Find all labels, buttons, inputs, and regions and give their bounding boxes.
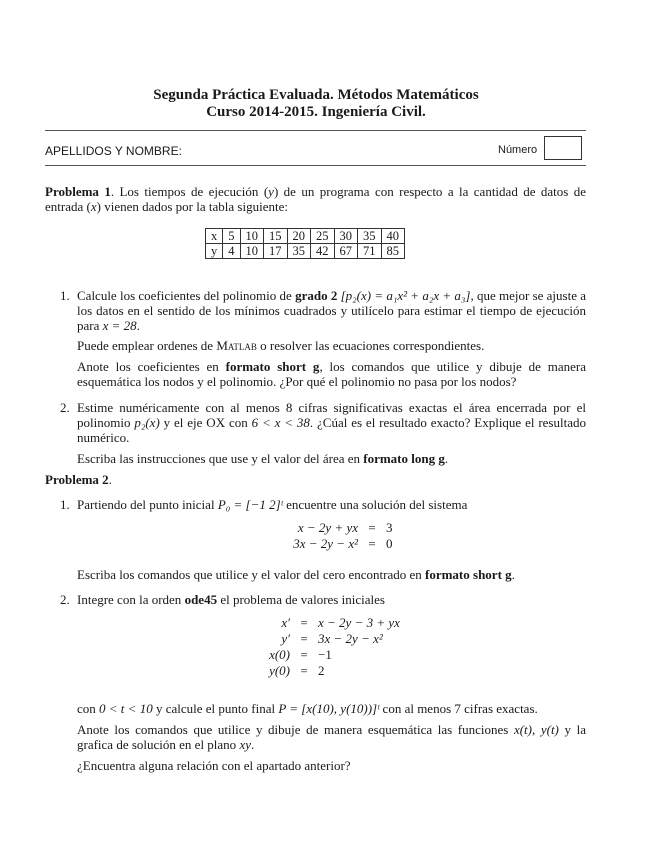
item-number: 1. [60,497,70,512]
table-row-y [206,244,405,259]
table-cell: 35 [358,229,382,244]
item-number: 2. [60,400,70,415]
table-cell: 85 [381,244,405,259]
bottom-divider [45,165,586,166]
problem1-heading: Problema 1 [45,184,111,199]
equation-row: y′ = 3x − 2y − x² [281,631,383,646]
table-cell: 5 [223,229,240,244]
equation-system-1 [268,520,393,552]
problem1-item1-para3: Anote los coeficientes en formato short g, los comandos que utilice y dibuje de manera esquemática los nodos y el polinomio. ¿Por qué el polinomio no pasa por los nodos? [77,359,586,389]
problem1-item1-para2: Puede emplear ordenes de Matlab o resolver las ecuaciones correspondientes. [77,338,485,353]
problem2-heading: Problema 2 [45,472,109,487]
problem1-intro: Problema 1. Los tiempos de ejecución (y) de un programa con respecto a la cantidad de datos de entrada (x) vienen dados por la tabla siguiente: [45,184,587,214]
top-divider [45,130,586,131]
equation-row: x′ = x − 2y − 3 + yx [281,615,400,630]
problem2-item2-para4: ¿Encuentra alguna relación con el apartado anterior? [77,758,351,773]
number-field-label: Número [498,144,538,156]
table-cell: 4 [223,244,240,259]
problem2-item2-text: Integre con la orden ode45 el problema de valores iniciales [77,592,385,607]
name-field-label: APELLIDOS Y NOMBRE: [45,144,182,158]
equation-row: 3x − 2y − x² = 0 [293,536,393,551]
equation-system-2 [250,615,400,679]
document-title-line2: Curso 2014-2015. Ingeniería Civil. [206,104,426,120]
table-cell: 71 [358,244,382,259]
row-label: y [206,244,223,259]
problem1-item1-text: Calcule los coeficientes del polinomio de grado 2 [p₂(x) = a₁x² + a₂x + a₃], que mejor se ajuste a los datos en el sentido de los mínimos cuadrados y utilícelo para estimar el tiempo de ejecución para x = 28. [77,288,587,333]
table-cell: 10 [240,244,264,259]
data-table [205,228,405,259]
table-cell: 35 [287,244,311,259]
item-number: 2. [60,592,70,607]
row-label: x [206,229,223,244]
problem2-heading-line: Problema 2. [45,472,112,487]
problem2-item1-text: Partiendo del punto inicial P₀ = [−1 2]ᵗ encuentre una solución del sistema [77,497,468,512]
table-cell: 30 [334,229,358,244]
equation-row: x(0) = −1 [269,647,332,662]
table-cell: 17 [264,244,288,259]
table-cell: 67 [334,244,358,259]
equation-row: x − 2y + yx = 3 [297,520,393,535]
equation-row: y(0) = 2 [269,663,325,678]
table-row-x [206,229,405,244]
table-cell: 25 [311,229,335,244]
problem1-item2-para2: Escriba las instrucciones que use y el valor del área en formato long g. [77,451,449,466]
problem2-item1-para2: Escriba los comandos que utilice y el valor del cero encontrado en formato short g. [77,567,515,582]
problem2-item2-para3: Anote los comandos que utilice y dibuje de manera esquemática las funciones x(t), y(t) y la grafica de solución en el plano xy. [77,722,586,752]
problem2-item2-para2: con 0 < t < 10 y calcule el punto final P = [x(10), y(10))]ᵗ con al menos 7 cifras exactas. [77,701,538,716]
table-cell: 10 [240,229,264,244]
table-cell: 15 [264,229,288,244]
table-cell: 42 [311,244,335,259]
item-number: 1. [60,288,70,303]
number-input-box[interactable] [544,136,582,160]
document-title-line1: Segunda Práctica Evaluada. Métodos Matemáticos [153,87,479,103]
table-cell: 40 [381,229,405,244]
problem1-item2-text: Estime numéricamente con al menos 8 cifras significativas exactas el área encerrada por el polinomio p₂(x) y el eje OX con 6 < x < 38. ¿Cúal es el resultado exacto? Explique el resultado numérico. [77,400,586,445]
table-cell: 20 [287,229,311,244]
